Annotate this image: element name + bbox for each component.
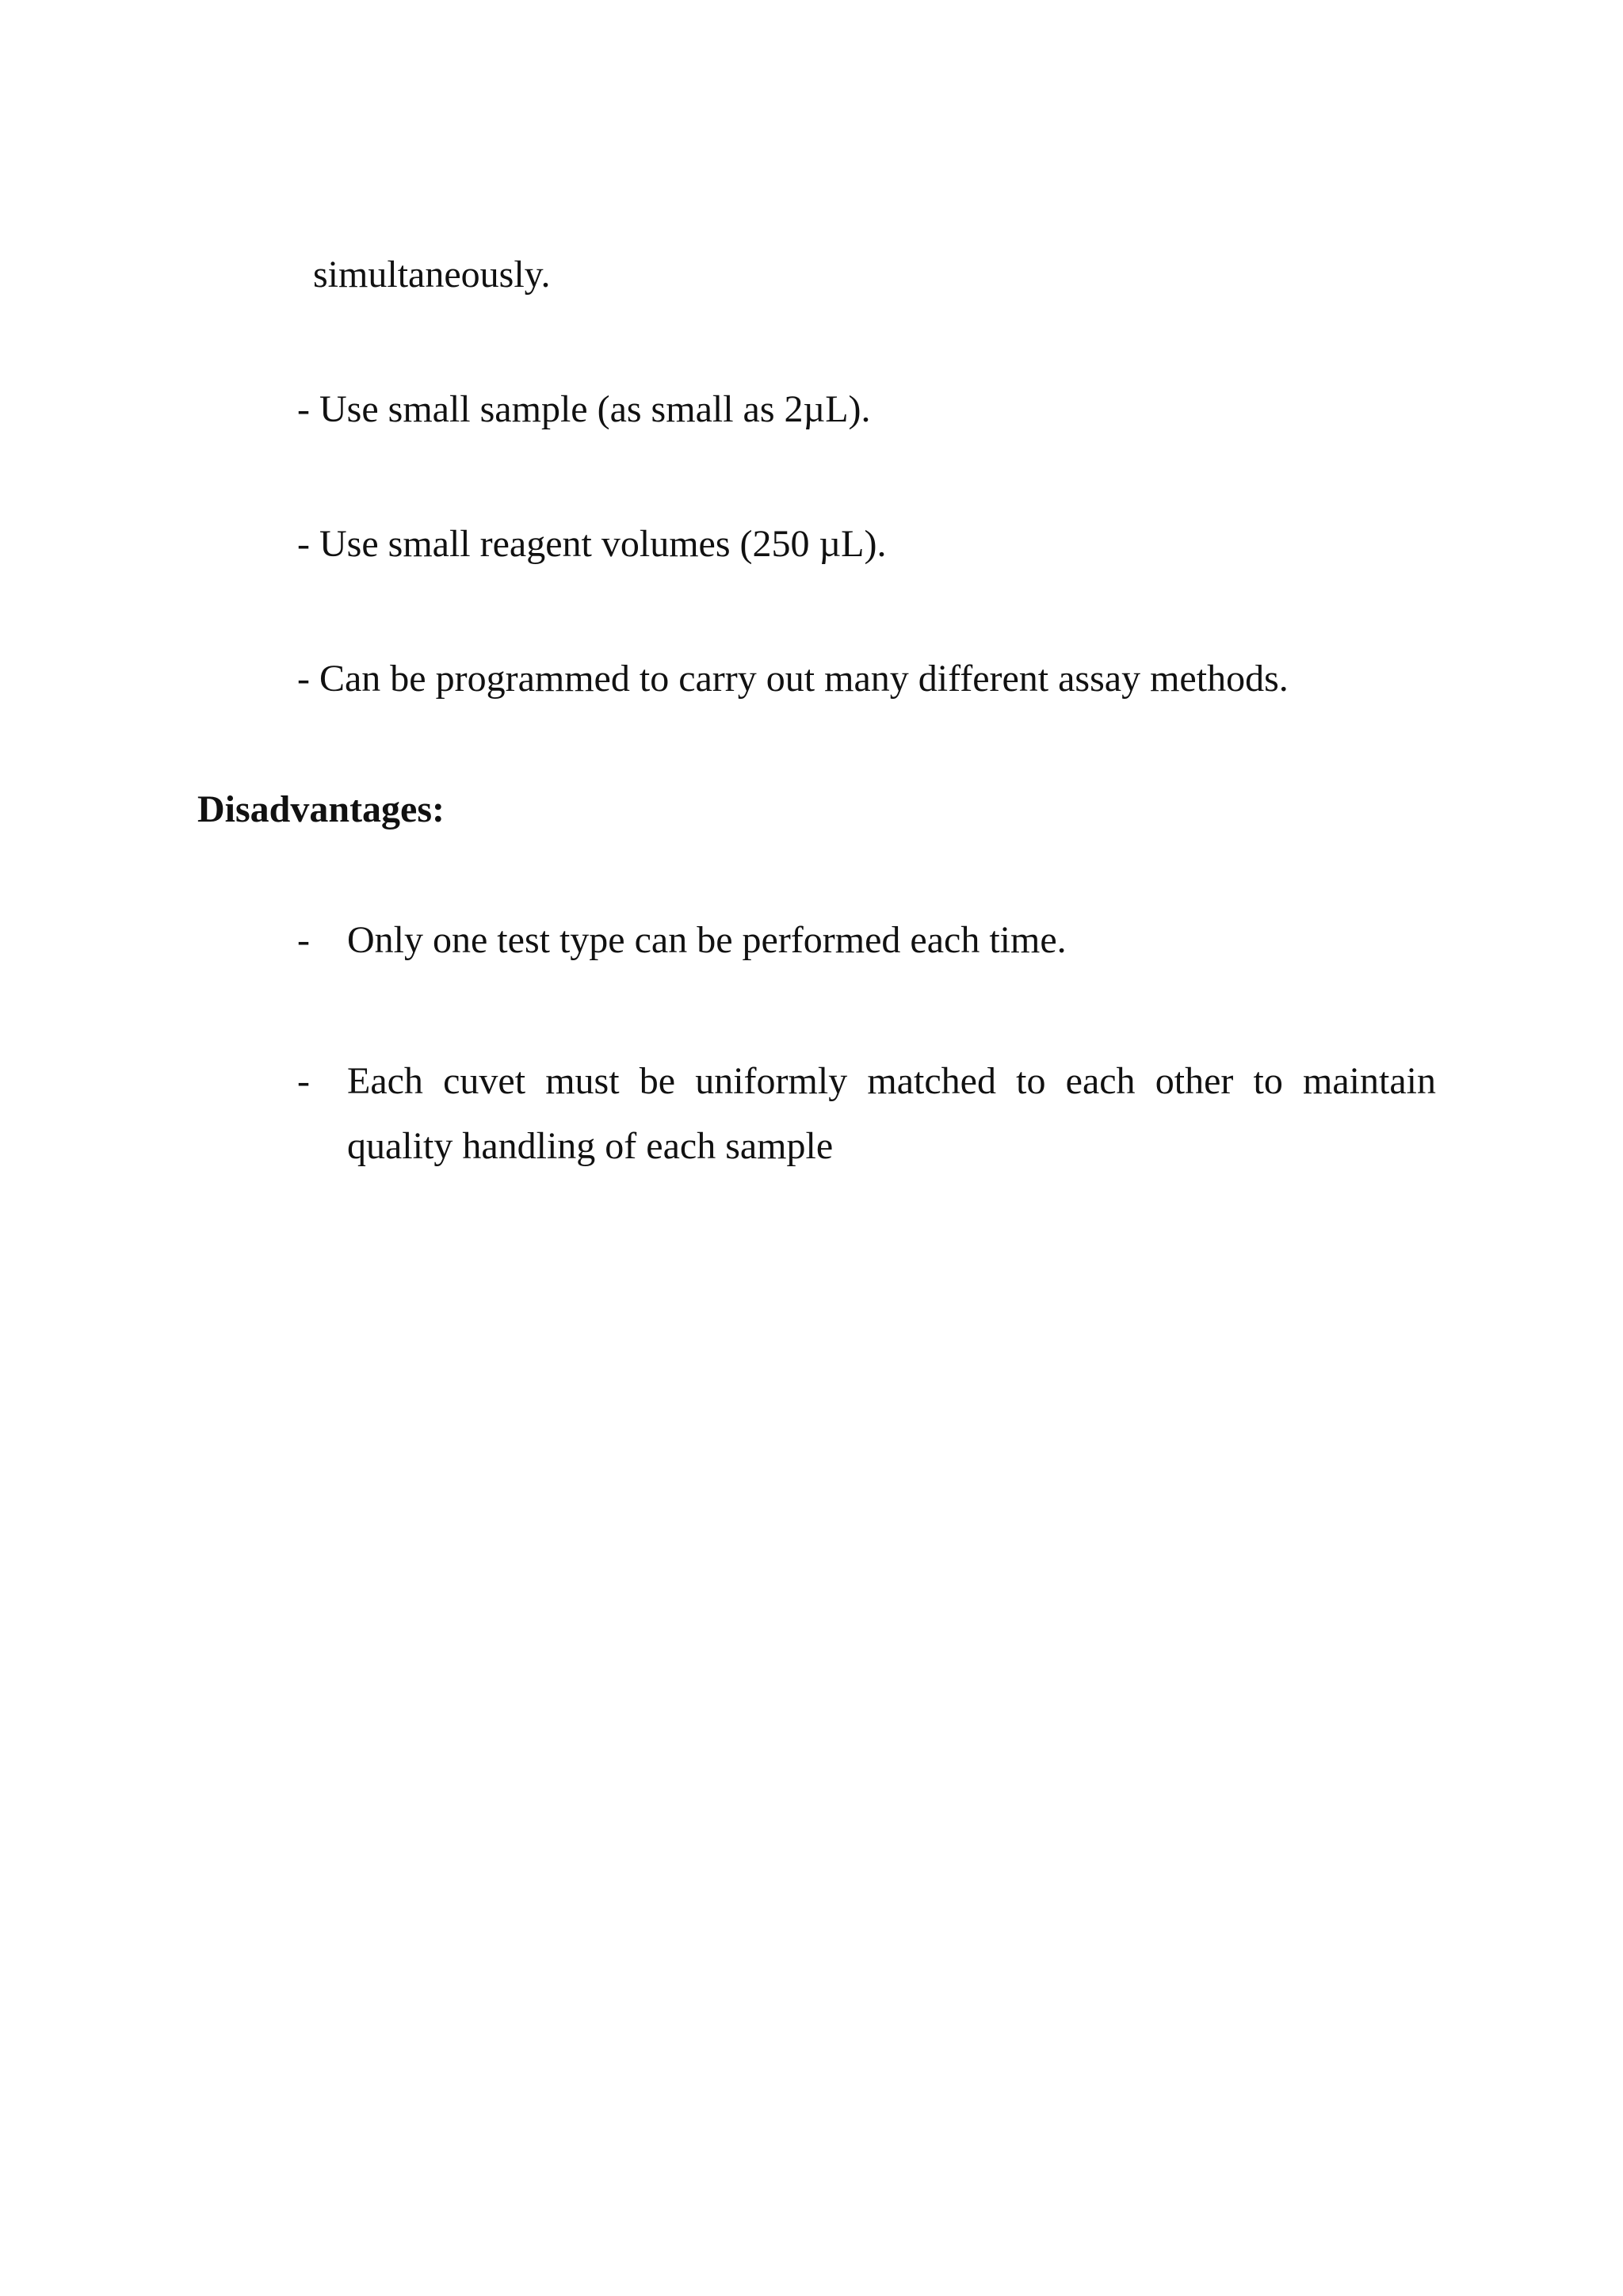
- disadvantages-heading: Disadvantages:: [197, 788, 445, 830]
- bullet-dash: -: [297, 919, 310, 961]
- continuation-text: simultaneously.: [313, 254, 551, 296]
- bullet-dash: -: [297, 1060, 310, 1102]
- advantage-item-programmable: - Can be programmed to carry out many different assay methods.: [297, 658, 1289, 700]
- disadvantage-item-text: Only one test type can be performed each time.: [347, 919, 1067, 961]
- disadvantage-item-text: Each cuvet must be uniformly matched to each other to maintain quality handling of each sample: [347, 1060, 1436, 1167]
- advantage-item-reagent-volumes: - Use small reagent volumes (250 µL).: [297, 523, 887, 565]
- advantage-item-small-sample: - Use small sample (as small as 2µL).: [297, 388, 871, 430]
